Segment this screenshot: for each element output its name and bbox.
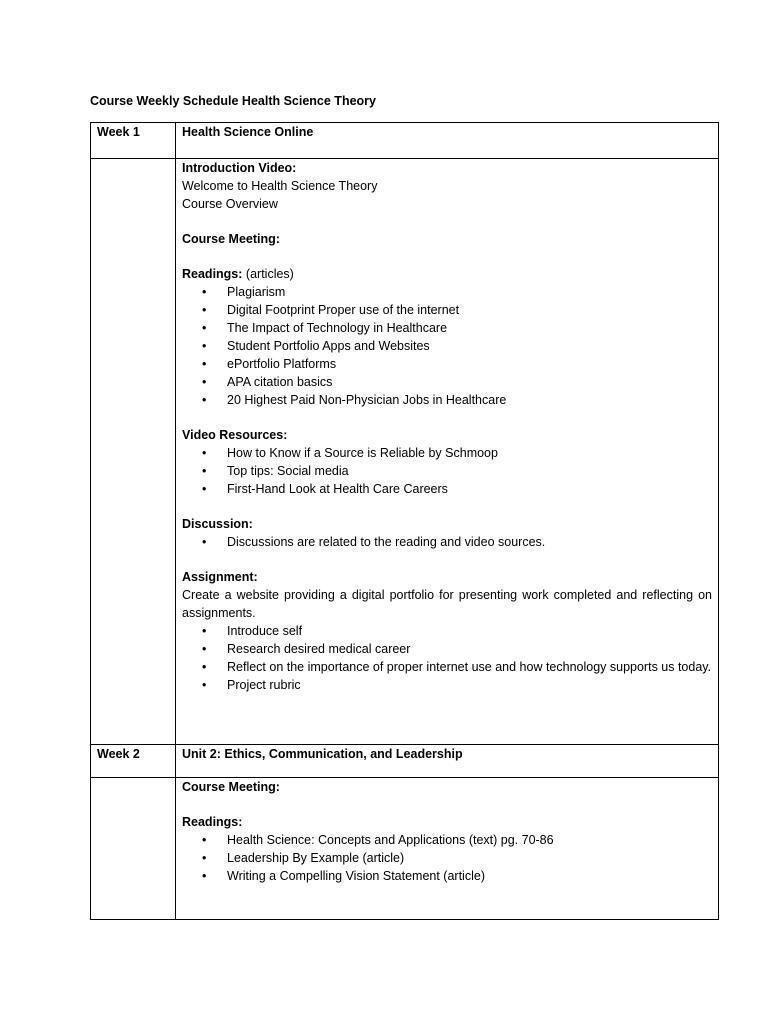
week-2-empty-cell: [91, 778, 176, 920]
week-2-content-row: [91, 778, 719, 920]
week-2-content: [176, 778, 719, 920]
list-item: • Writing a Compelling Vision Statement (article): [227, 867, 712, 885]
discussion-list: [182, 533, 712, 551]
list-item: • Discussions are related to the reading and video sources.: [227, 533, 712, 551]
intro-video-label: Introduction Video:: [182, 161, 297, 175]
list-item: • Research desired medical career: [227, 640, 712, 658]
list-item: • How to Know if a Source is Reliable by Schmoop: [227, 444, 712, 462]
video-resources-label: Video Resources:: [182, 428, 288, 442]
readings-list: [182, 831, 712, 885]
document-title: Course Weekly Schedule Health Science Theory: [90, 94, 376, 108]
list-item: • Top tips: Social media: [227, 462, 712, 480]
list-item: • Student Portfolio Apps and Websites: [227, 337, 712, 355]
week-1-header-row: [91, 123, 719, 159]
assignment-text: Create a website providing a digital portfolio for presenting work completed and reflecting on assignments.: [182, 588, 712, 620]
intro-line: Course Overview: [182, 197, 278, 211]
assignment-label: Assignment:: [182, 570, 258, 584]
list-item: • First-Hand Look at Health Care Careers: [227, 480, 712, 498]
week-1-content: [176, 159, 719, 745]
week-2-header-row: [91, 745, 719, 778]
intro-line: Welcome to Health Science Theory: [182, 179, 378, 193]
week-1-label: Week 1: [91, 123, 176, 159]
week-2-heading: Unit 2: Ethics, Communication, and Leadership: [176, 745, 719, 778]
week-1-content-row: [91, 159, 719, 745]
readings-heading: Readings:: [182, 815, 243, 829]
assignment-list: [182, 622, 712, 694]
course-meeting-label: Course Meeting:: [182, 232, 280, 246]
video-resources-list: [182, 444, 712, 498]
schedule-table: [90, 122, 719, 920]
list-item: • The Impact of Technology in Healthcare: [227, 319, 712, 337]
list-item: • Reflect on the importance of proper internet use and how technology supports us today.: [227, 658, 712, 676]
list-item: • Leadership By Example (article): [227, 849, 712, 867]
week-1-empty-cell: [91, 159, 176, 745]
list-item: • 20 Highest Paid Non-Physician Jobs in Healthcare: [227, 391, 712, 409]
course-meeting-label: Course Meeting:: [182, 780, 280, 794]
list-item: • APA citation basics: [227, 373, 712, 391]
week-2-label: Week 2: [91, 745, 176, 778]
discussion-label: Discussion:: [182, 517, 253, 531]
list-item: • Digital Footprint Proper use of the internet: [227, 301, 712, 319]
readings-list: [182, 283, 712, 409]
readings-heading: Readings: (articles): [182, 267, 294, 281]
list-item: • Introduce self: [227, 622, 712, 640]
week-1-heading: Health Science Online: [176, 123, 719, 159]
list-item: • Project rubric: [227, 676, 712, 694]
list-item: • ePortfolio Platforms: [227, 355, 712, 373]
list-item: • Health Science: Concepts and Applications (text) pg. 70-86: [227, 831, 712, 849]
list-item: • Plagiarism: [227, 283, 712, 301]
